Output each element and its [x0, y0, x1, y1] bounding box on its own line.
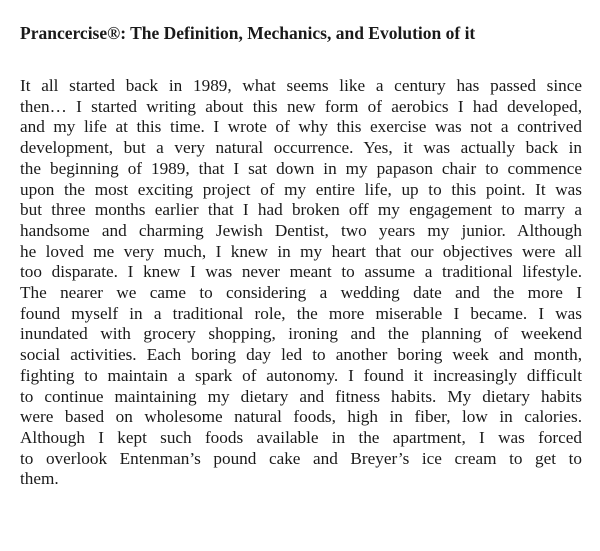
paragraph-line: were based on wholesome natural foods, high in fiber, low in calories.	[20, 407, 582, 427]
paragraph-line: It all started back in 1989, what seems like a century has passed since	[20, 76, 582, 95]
paragraph-line: fighting to maintain a spark of autonomy. I found it increasingly difficult	[20, 365, 582, 385]
document-title: Prancercise®: The Definition, Mechanics, and Evolution of it	[20, 23, 476, 43]
paragraph-line: but three months earlier that I had broken off my engagement to marry a	[20, 200, 582, 220]
paragraph-line: upon the most exciting project of my entire life, up to this point. It was	[20, 179, 582, 199]
paragraph-line: and my life at this time. I wrote of why this exercise was not a contrived	[20, 117, 582, 137]
paragraph-line: development, but a very natural occurrence. Yes, it was actually back in	[20, 138, 582, 158]
paragraph-line: The nearer we came to considering a wedding date and the more I	[20, 283, 582, 303]
paragraph-line: found myself in a traditional role, the more miserable I became. I was	[20, 303, 582, 323]
paragraph-line: to overlook Entenman’s pound cake and Breyer’s ice cream to get to	[20, 448, 582, 468]
paragraph-line: then… I started writing about this new form of aerobics I had developed,	[20, 96, 582, 116]
paragraph-line: too disparate. I knew I was never meant to assume a traditional lifestyle.	[20, 262, 582, 282]
body-paragraph	[20, 76, 582, 490]
paragraph-line: he loved me very much, I knew in my heart that our objectives were all	[20, 241, 582, 261]
paragraph-line: Although I kept such foods available in the apartment, I was forced	[20, 427, 582, 447]
paragraph-line: inundated with grocery shopping, ironing and the planning of weekend	[20, 324, 582, 344]
paragraph-line: to continue maintaining my dietary and fitness habits. My dietary habits	[20, 386, 582, 406]
paragraph-line: them.	[20, 469, 59, 489]
paragraph-line: the beginning of 1989, that I sat down in my papason chair to commence	[20, 158, 582, 178]
paragraph-line: social activities. Each boring day led to another boring week and month,	[20, 345, 582, 365]
paragraph-line: handsome and charming Jewish Dentist, two years my junior. Although	[20, 220, 582, 240]
document-page	[20, 22, 582, 490]
